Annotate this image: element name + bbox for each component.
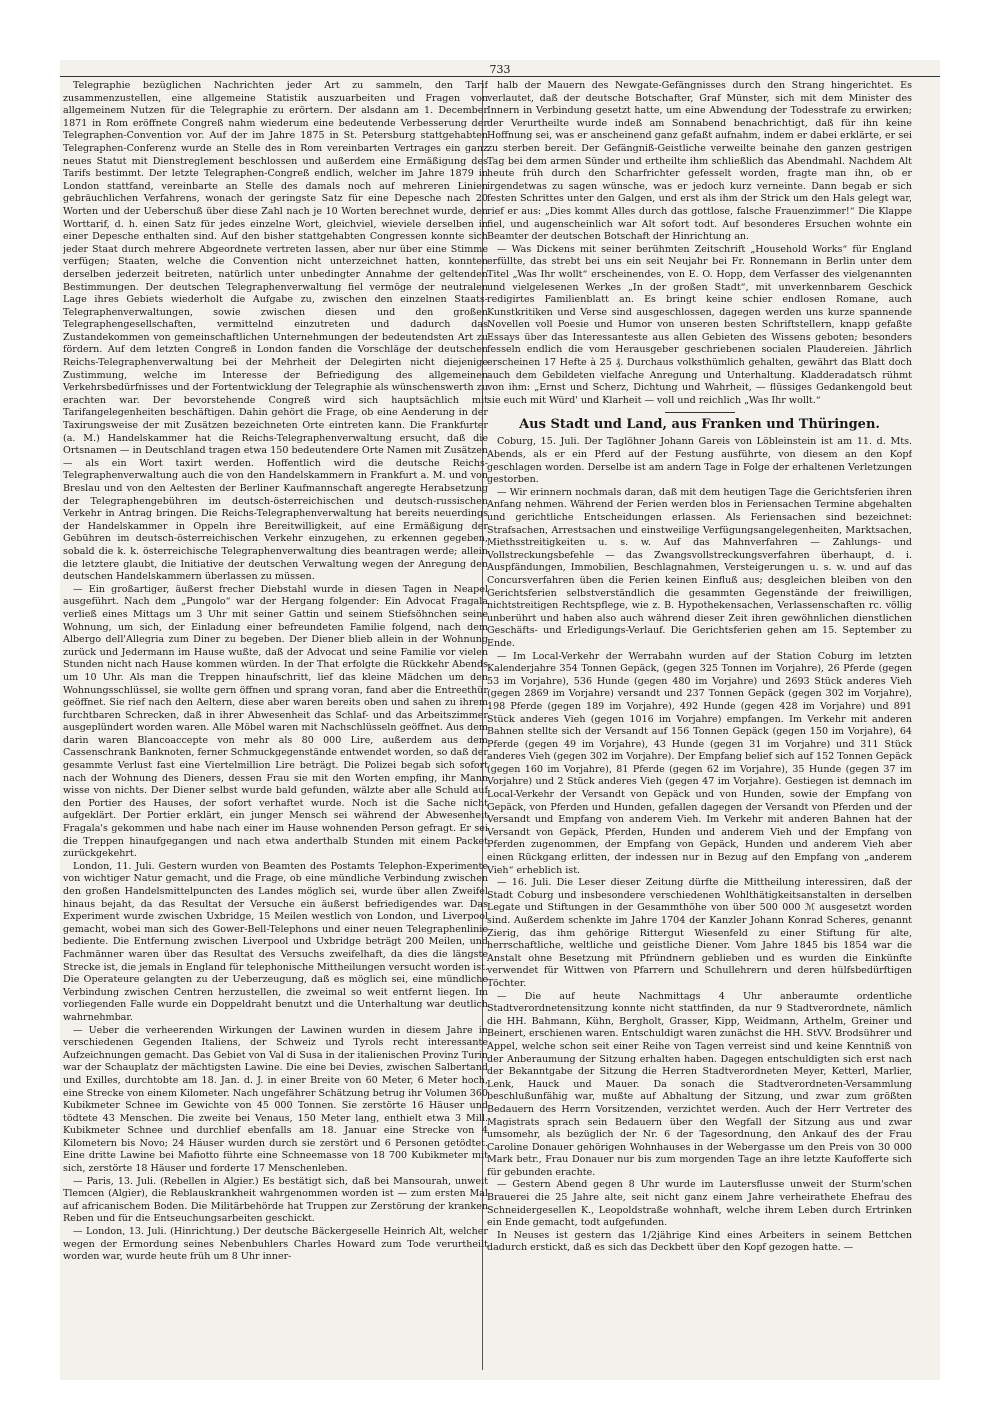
page-number: 733 xyxy=(489,63,511,76)
article-paris-algier: — Paris, 13. Juli. (Rebellen in Algier.) Es bestätigt sich, daß bei Mansourah, unweit Tlemcen (Algier), die Reblauskrankheit wahrgenommen worden ist — zum ersten Mal auf africanischem Boden. Die Militärbehörde hat Truppen zur Zerstörung der kranken Reben und für die Entseuchungsarbeiten geschickt. xyxy=(63,1175,488,1225)
article-court-holidays: — Wir erinnern nochmals daran, daß mit dem heutigen Tage die Gerichtsferien ihren Anfang nehmen. Während der Ferien werden blos in Feriensachen Termine abgehalten und gerichtliche Entscheidungen erlassen. Als Feriensachen sind bezeichnet: Strafsachen, Arrestsachen und einstweilige Verfügungsangelegenheiten, Marktsachen, Miethsstreitigkeiten u. s. w. Auf das Mahnverfahren — Zahlungs- und Vollstreckungsbefehle — das Zwangsvollstreckungsverfahren überhaupt, d. i. Auspfändungen, Immobilien, Beschlagnahmen, Versteigerungen u. s. w. und auf das Concursverfahren üben die Ferien keinen Einfluß aus; desgleichen bleiben von den Gerichtsferien selbstverständlich die gesammten Gegenstände der freiwilligen, nichtstreitigen Rechtspflege, wie z. B. Hypothekensachen, Verlassenschaften rc. völlig unberührt und haben also auch während dieser Zeit ihren gewöhnlichen dienstlichen Geschäfts- und Erledigungs-Verlauf. Die Gerichtsferien gehen am 15. September zu Ende. xyxy=(487,486,912,649)
article-neuses-child: In Neuses ist gestern das 1/2jährige Kind eines Arbeiters in seinem Bettchen dadurch erstickt, daß es sich das Deckbett über den Kopf gezogen hatte. — xyxy=(487,1229,912,1254)
article-london-telephone: London, 11. Juli. Gestern wurden von Beamten des Postamts Telephon-Experimente von wichtiger Natur gemacht, und die Frage, ob eine mündliche Verbindung zwischen den großen Handelsmittelpuncten des Landes möglich sei, wurde über allen Zweifel hinaus bejaht, da das Resultat der Versuche ein äußerst befriedigendes war. Das Experiment wurde zwischen Uxbridge, 15 Meilen westlich von London, und Liverpool gemacht, wobei man sich des Gower-Bell-Telephons und einer neuen Telegraphenlinie bediente. Die Entfernung zwischen Liverpool und Uxbridge beträgt 200 Meilen, und Fachmänner waren über das Resultat des Versuchs zweifelhaft, da dies die längste Strecke ist, die jemals in England für telephonische Mittheilungen versucht worden ist. Die Operateure gelangten zu der Ueberzeugung, daß es möglich sei, eine mündliche Verbindung zwischen Centren herzustellen, die zweimal so weit entfernt liegen. Im vorliegenden Falle wurde ein Doppeldraht benutzt und die Unterhaltung war deutlich wahrnehmbar. xyxy=(63,860,488,1023)
article-coburg-accident: Coburg, 15. Juli. Der Taglöhner Johann Gareis von Löbleinstein ist am 11. d. Mts. Abends, als er ein Pferd auf der Festung ausführte, von diesem an den Kopf geschlagen worden. Derselbe ist am andern Tage in Folge der erhaltenen Verletzungen gestorben. xyxy=(487,436,912,486)
article-london-execution: — London, 13. Juli. (Hinrichtung.) Der deutsche Bäckergeselle Heinrich Alt, welcher wegen der Ermordung seines Nebenbuhlers Charles Howard zum Tode verurtheilt worden war, wurde heute früh um 8 Uhr inner- xyxy=(63,1226,488,1263)
article-council-session: — Die auf heute Nachmittags 4 Uhr anberaumte ordentliche Stadtverordnetensitzung konnte nicht stattfinden, da nur 9 Stadtverordnete, nämlich die HH. Bahmann, Kühn, Bergholt, Grasser, Kipp, Weidmann, Arthelm, Greiner und Beinert, erschienen waren. Entschuldigt waren zunächst die HH. StVV. Brodsührer und Appel, welche schon seit einer Reihe von Tagen verreist sind und keine Kenntniß von der Anberaumung der Sitzung erhalten haben. Dagegen entschuldigten sich erst nach der Bekanntgabe der Sitzung die Herren Stadtverordneten Meyer, Ketterl, Marlier, Lenk, Hauck und Mauer. Da sonach die Stadtverordneten-Versammlung beschlußunfähig war, mußte auf Abhaltung der Sitzung, und zwar zum größten Bedauern des Herrn Vorsitzenden, verzichtet werden. Auch der Herr Vertreter des Magistrats sprach sein Bedauern über den Wegfall der Sitzung aus und zwar umsomehr, als bezüglich der Nr. 6 der Tagesordnung, den Ankauf des der Frau Caroline Donauer gehörigen Wohnhauses in der Webergasse um den Preis von 30 000 Mark betr., Frau Donauer nur bis zum morgenden Tage an ihre letzte Kaufofferte sich für gebunden erachte. xyxy=(487,990,912,1178)
article-drowning: — Gestern Abend gegen 8 Uhr wurde im Lautersflusse unweit der Sturm'schen Brauerei die 25 Jahre alte, seit nicht ganz einem Jahre verheirathete Ehefrau des Schneidergesellen K., Leopoldstraße wohnhaft, welche ihrem Leben durch Ertrinken ein Ende gemacht, todt aufgefunden. xyxy=(487,1179,912,1229)
section-divider xyxy=(665,412,735,413)
article-avalanches: — Ueber die verheerenden Wirkungen der Lawinen wurden in diesem Jahre in verschiedenen Gegenden Italiens, der Schweiz und Tyrols recht interessante Aufzeichnungen gemacht. Das Gebiet von Val di Susa in der italienischen Provinz Turin war der Schauplatz der mächtigsten Lawine. Die eine bei Devies, zwischen Salbertand und Exilles, durchtobte am 18. Jan. d. J. in einer Breite von 60 Meter, 6 Meter hoch, eine Strecke von einem Kilometer. Nach ungefährer Schätzung betrug ihr Volumen 360 Kubikmeter Schnee im Gewichte von 45 000 Tonnen. Sie zerstörte 16 Häuser und tödtete 43 Menschen. Die zweite bei Venaus, 150 Meter lang, enthielt etwa 3 Mill. Kubikmeter Schnee und durchlief ebenfalls am 18. Januar eine Strecke von 4 Kilometern bis Novo; 24 Häuser wurden durch sie zerstört und 6 Personen getödtet. Eine dritte Lawine bei Mafiotto führte eine Schneemasse von 18 700 Kubikmeter mit sich, zerstörte 18 Häuser und forderte 17 Menschenleben. xyxy=(63,1024,488,1175)
article-was-ihr-wollt: — Was Dickens mit seiner berühmten Zeitschrift „Household Works“ für England erfüllte, das strebt bei uns ein seit Neujahr bei Fr. Ronnemann in Berlin unter dem Titel „Was Ihr wollt“ erscheinendes, von E. O. Hopp, dem Verfasser des vielgenannten und vielgelesenen Werkes „In der großen Stadt“, mit unverkennbarem Geschick redigirtes Familienblatt an. Es bringt keine schier endlosen Romane, auch Kunstkritiken und Verse sind ausgeschlossen, dagegen werden uns kurze spannende Novellen voll Poesie und Humor von unseren besten Schriftstellern, knapp gefaßte Essays über das Interessanteste aus allen Gebieten des Wissens geboten; besonders fesseln endlich die vom Herausgeber geschriebenen socialen Plaudereien. Jährlich erscheinen 17 Hefte à 25 ₰. Durchaus volksthümlich gehalten, gewährt das Blatt doch auch dem Gebildeten vielfache Anregung und Unterhaltung. Kladderadatsch rühmt von ihm: „Ernst und Scherz, Dichtung und Wahrheit, — flüssiges Gedankengold beut sie euch mit Würd' und Klarheit — voll und reichlich „Was Ihr wollt.“ xyxy=(487,243,912,406)
article-execution-continued: halb der Mauern des Newgate-Gefängnisses durch den Strang hingerichtet. Es verlautet, daß der deutsche Botschafter, Graf Münster, sich mit dem Minister des Innern in Verbindung gesetzt hatte, um eine Abwendung der Todesstrafe zu erwirken; der Verurtheilte wurde indeß am Sonnabend benachrichtigt, daß für ihn keine Hoffnung sei, was er anscheinend ganz gefaßt aufnahm, indem er dabei erklärte, er sei zu sterben bereit. Der Gefängniß-Geistliche verweilte beinahe den ganzen gestrigen Tag bei dem armen Sünder und ertheilte ihm schließlich das Abendmahl. Nachdem Alt heute früh durch den Scharfrichter gefesselt worden, fragte man ihn, ob er irgendetwas zu sagen wünsche, was er jedoch kurz verneinte. Dann begab er sich festen Schrittes unter den Galgen, und erst als ihm der Strick um den Hals gelegt war, rief er aus: „Dies kommt Alles durch das gottlose, falsche Frauenzimmer!“ Die Klappe fiel, und augenscheinlich war Alt sofort todt. Auf besonderes Ersuchen wohnte ein Beamter der deutschen Botschaft der Hinrichtung an. xyxy=(487,80,912,243)
article-foundations: — 16. Juli. Die Leser dieser Zeitung dürfte die Mittheilung interessiren, daß der Stadt Coburg und insbesondere verschiedenen Wohlthätigkeitsanstalten in derselben Legate und Stiftungen in der Gesammthöhe von über 500 000 ℳ ausgesetzt worden sind. Außerdem schenkte im Jahre 1704 der Kanzler Johann Konrad Scheres, genannt Zierig, das ihm gehörige Rittergut Wiesenfeld zu einer Stiftung für alte, herrschaftliche, weltliche und geistliche Diener. Vom Jahre 1845 bis 1854 war die Anstalt ohne Besetzung mit Pfründnern geblieben und es wurden die Einkünfte verwendet für Wittwen von Pfarrern und Schullehrern und deren hülfsbedürftigen Töchter. xyxy=(487,877,912,989)
article-werrabahn-traffic: — Im Local-Verkehr der Werrabahn wurden auf der Station Coburg im letzten Kalenderjahre 354 Tonnen Gepäck, (gegen 325 Tonnen im Vorjahre), 26 Pferde (gegen 53 im Vorjahre), 536 Hunde (gegen 480 im Vorjahre) und 2693 Stück anderes Vieh (gegen 2869 im Vorjahre) versandt und 237 Tonnen Gepäck (gegen 302 im Vorjahre), 198 Pferde (gegen 189 im Vorjahre), 492 Hunde (gegen 428 im Vorjahre) und 891 Stück anderes Vieh (gegen 1016 im Vorjahre) empfangen. Im Verkehr mit anderen Bahnen stellte sich der Versandt auf 156 Tonnen Gepäck (gegen 150 im Vorjahre), 64 Pferde (gegen 49 im Vorjahre), 43 Hunde (gegen 31 im Vorjahre) und 311 Stück anderes Vieh (gegen 302 im Vorjahre). Der Empfang belief sich auf 152 Tonnen Gepäck (gegen 160 im Vorjahre), 81 Pferde (gegen 62 im Vorjahre), 35 Hunde (gegen 37 im Vorjahre) und 2 Stück anderes Vieh (gegen 47 im Vorjahre). Gestiegen ist demnach im Local-Verkehr der Versandt von Gepäck und von Hunden, sowie der Empfang von Gepäck, von Pferden und Hunden, gefallen dagegen der Versandt von Pferden und der Versandt und Empfang von anderem Vieh. Im Verkehr mit anderen Bahnen hat der Versandt von Gepäck, Pferden, Hunden und anderem Vieh und der Empfang von Pferden zugenommen, der Empfang von Gepäck, Hunden und anderem Vieh aber einen Rückgang erlitten, der indessen nur in Bezug auf den Empfang von „anderem Vieh“ erheblich ist. xyxy=(487,650,912,876)
right-column xyxy=(487,80,912,1370)
article-naples-theft: — Ein großartiger, äußerst frecher Diebstahl wurde in diesen Tagen in Neapel ausgeführt. Nach dem „Pungolo“ war der Hergang folgender: Ein Advocat Fragala verließ eines Mittags um 3 Uhr mit seiner Gattin und seinem Stiefsöhnchen seine Wohnung, um sich, der Einladung einer befreundeten Familie folgend, nach dem Albergo dell'Allegria zum Diner zu begeben. Der Diener blieb allein in der Wohnung zurück und Jedermann im Hause wußte, daß der Advocat und seine Familie vor vielen Stunden nicht nach Hause kommen würden. In der That erfolgte die Rückkehr Abends um 10 Uhr. Als man die Treppen hinaufschritt, lief das kleine Mädchen um den Wohnungsschlüssel, sie wollte gern öffnen und sprang voran, fand aber die Entreethür geöffnet. Sie rief nach den Aeltern, diese aber waren bereits oben und sahen zu ihrem furchtbaren Schrecken, daß in ihrer Abwesenheit das Schlaf- und das Arbeitszimmer ausgeplündert worden waren. Alle Möbel waren mit Nachschlüsseln geöffnet. Aus dem darin waren Blancoaccepte von mehr als 80 000 Lire, außerdem aus dem Cassenschrank Banknoten, ferner Schmuckgegenstände entwendet worden, so daß der gesammte Verlust fast eine Viertelmillion Lire beträgt. Die Polizei begab sich sofort nach der Wohnung des Dieners, dessen Frau sie mit den Worten empfing, ihr Mann wisse von nichts. Der Diener selbst wurde bald gefunden, wälzte aber alle Schuld auf den Portier des Hauses, der sofort verhaftet wurde. Noch ist die Sache nicht aufgeklärt. Der Portier erklärt, ein junger Mensch sei während der Abwesenheit Fragala's gekommen und habe nach einer im Hause wohnenden Person gefragt. Er sei die Treppen hinaufgegangen und nach etwa anderthalb Stunden mit einem Packet zurückgekehrt. xyxy=(63,583,488,860)
header-rule xyxy=(60,76,940,77)
section-heading: Aus Stadt und Land, aus Franken und Thüringen. xyxy=(519,417,880,433)
left-column xyxy=(63,80,488,1370)
article-telegraph-congress: Telegraphie bezüglichen Nachrichten jeder Art zu sammeln, den Tarif zusammenzustellen, eine allgemeine Statistik auszuarbeiten und Fragen von allgemeinem Nutzen für die Telegraphie zu erörtern. Der alsdann am 1. December 1871 in Rom eröffnete Congreß nahm wiederum eine bedeutende Verbesserung der Telegraphen-Convention vor. Auf der im Jahre 1875 in St. Petersburg stattgehabten Telegraphen-Conferenz wurde an Stelle des in Rom vereinbarten Vertrages ein ganz neues Statut mit Dienstreglement beschlossen und außerdem eine Ermäßigung des Tarifs bestimmt. Der letzte Telegraphen-Congreß endlich, welcher im Jahre 1879 in London stattfand, vereinbarte an Stelle des damals noch auf mehreren Linien gebräuchlichen Verfahrens, wonach der geringste Satz für eine Depesche nach 20 Worten und der Ueberschuß über diese Zahl nach je 10 Worten berechnet wurde, den Worttarif, d. h. einen Satz für jedes einzelne Wort, gleichviel, wieviele derselben in einer Depesche enthalten sind. Auf den bisher stattgehabten Congressen konnte sich jeder Staat durch mehrere Abgeordnete vertreten lassen, aber nur über eine Stimme verfügen; Staaten, welche die Convention nicht unterzeichnet hatten, konnten derselben jederzeit beitreten, natürlich unter unbedingter Annahme der geltenden Bestimmungen. Der deutschen Telegraphenverwaltung fiel vermöge der neutralen Lage ihres Gebiets wiederholt die Aufgabe zu, zwischen den einzelnen Staats-Telegraphenverwaltungen, sowie zwischen diesen und den großen Telegraphengesellschaften, vermittelnd einzutreten und dadurch das Zustandekommen von gemeinschaftlichen Unternehmungen der bedeutendsten Art zu fördern. Auf dem letzten Congreß in London fanden die Vorschläge der deutschen Reichs-Telegraphenverwaltung bei der Mehrheit der Delegirten nicht diejenige Zustimmung, welche im Interesse der Befriedigung des allgemeinen Verkehrsbedürfnisses und der Fortentwicklung der Telegraphie als wünschenswerth zu erachten war. Der bevorstehende Congreß wird sich hauptsächlich mit Tarifangelegenheiten beschäftigen. Dahin gehört die Frage, ob eine Aenderung in der Taxirungsweise der mit Zusätzen bezeichneten Orte eintreten kann. Die Frankfurter (a. M.) Handelskammer hat die Reichs-Telegraphenverwaltung ersucht, daß die Ortsnamen — in Deutschland tragen etwa 150 bedeutendere Orte Namen mit Zusätzen — als ein Wort taxirt werden. Hoffentlich wird die deutsche Reichs-Telegraphenverwaltung auch die von den Handelskammern in Frankfurt a. M. und von Breslau und von den Aeltesten der Berliner Kaufmannschaft angeregte Herabsetzung der Telegraphengebühren im deutsch-österreichischen und deutsch-russischen Verkehr in Antrag bringen. Die Reichs-Telegraphenverwaltung hat bereits neuerdings der Handelskammer in Oppeln ihre Bereitwilligkeit, auf eine Ermäßigung der Gebühren im deutsch-österreichischen Verkehr einzugehen, zu erkennen gegeben, sobald die k. k. österreichische Telegraphenverwaltung dies beantragen werde; allein die letztere glaubt, die Initiative der deutschen Verwaltung wegen der Anregung den deutschen Handelskammern überlassen zu müssen. xyxy=(63,80,488,583)
